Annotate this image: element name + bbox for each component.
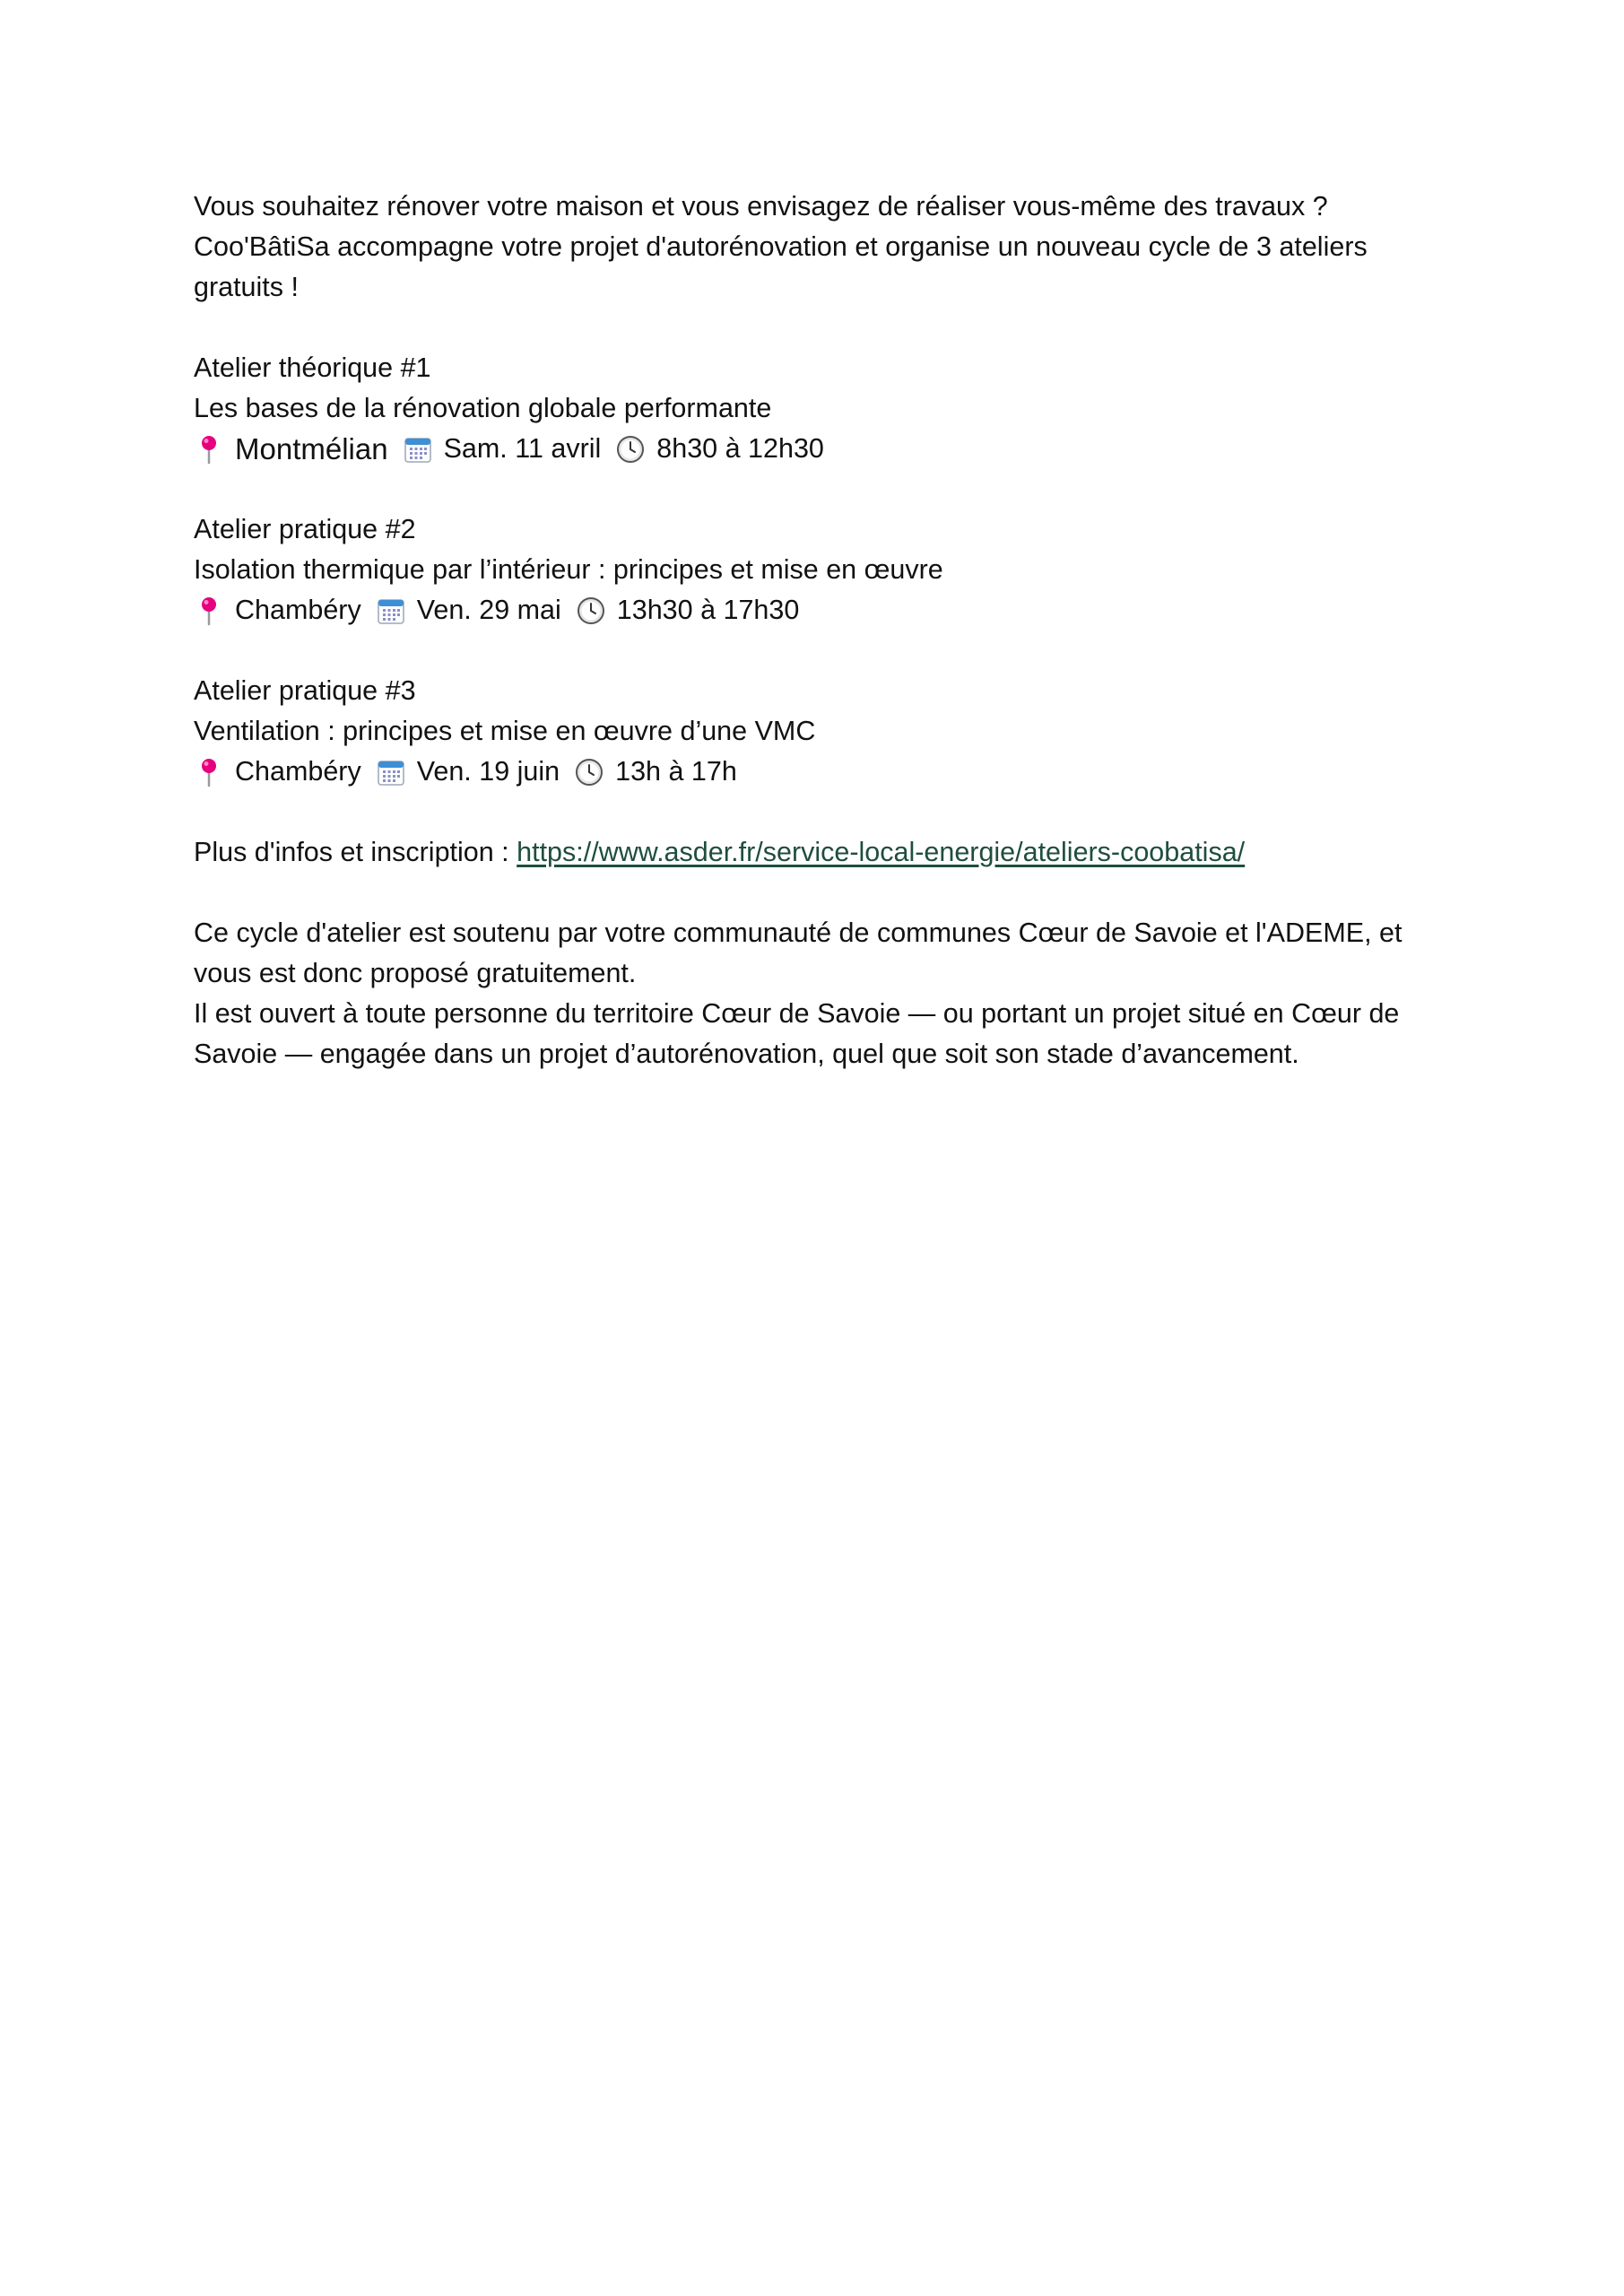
workshop-label: Atelier pratique #2 xyxy=(194,514,416,544)
workshop-details xyxy=(194,752,1467,792)
workshop-title: Les bases de la rénovation globale performante xyxy=(194,393,772,423)
calendar-icon xyxy=(376,596,406,626)
intro-line-3: gratuits ! xyxy=(194,272,299,302)
pushpin-icon xyxy=(194,434,224,465)
workshop-city: Chambéry xyxy=(235,595,361,625)
calendar-icon xyxy=(403,434,433,465)
workshop-3 xyxy=(194,671,1467,792)
workshop-title: Isolation thermique par l’intérieur : principes et mise en œuvre xyxy=(194,554,943,585)
workshop-time: 13h à 17h xyxy=(615,756,737,787)
registration-link[interactable]: https://www.asder.fr/service-local-energie/ateliers-coobatisa/ xyxy=(517,837,1246,867)
workshop-city: Montmélian xyxy=(235,432,388,465)
workshop-details xyxy=(194,590,1467,631)
workshop-title: Ventilation : principes et mise en œuvre d’une VMC xyxy=(194,716,816,746)
workshop-date: Sam. 11 avril xyxy=(443,433,602,464)
more-info xyxy=(194,832,1467,873)
workshop-label: Atelier pratique #3 xyxy=(194,675,416,706)
footer-line-3: Il est ouvert à toute personne du territoire Cœur de Savoie — ou portant un projet situé en Cœur de xyxy=(194,998,1400,1029)
calendar-icon xyxy=(376,757,406,787)
workshop-city: Chambéry xyxy=(235,756,361,787)
workshop-details xyxy=(194,429,1467,469)
footer-line-1: Ce cycle d'atelier est soutenu par votre communauté de communes Cœur de Savoie et l'ADEME, et xyxy=(194,918,1403,948)
pushpin-icon xyxy=(194,596,224,626)
document-page xyxy=(194,187,1467,1074)
workshop-label: Atelier théorique #1 xyxy=(194,352,431,383)
clock-icon xyxy=(576,596,606,626)
workshop-1 xyxy=(194,348,1467,469)
workshop-2 xyxy=(194,509,1467,631)
footer-line-2: vous est donc proposé gratuitement. xyxy=(194,958,637,988)
clock-icon xyxy=(615,434,646,465)
footer-line-4: Savoie — engagée dans un projet d’autorénovation, quel que soit son stade d’avancement. xyxy=(194,1039,1299,1069)
intro-line-1: Vous souhaitez rénover votre maison et vous envisagez de réaliser vous-même des travaux ? xyxy=(194,191,1328,222)
more-info-label: Plus d'infos et inscription : xyxy=(194,837,517,867)
workshop-date: Ven. 19 juin xyxy=(416,756,560,787)
pushpin-icon xyxy=(194,757,224,787)
clock-icon xyxy=(574,757,604,787)
intro-line-2: Coo'BâtiSa accompagne votre projet d'autorénovation et organise un nouveau cycle de 3 ateliers xyxy=(194,231,1368,262)
workshop-time: 13h30 à 17h30 xyxy=(616,595,800,625)
workshop-date: Ven. 29 mai xyxy=(416,595,561,625)
workshop-time: 8h30 à 12h30 xyxy=(656,433,824,464)
